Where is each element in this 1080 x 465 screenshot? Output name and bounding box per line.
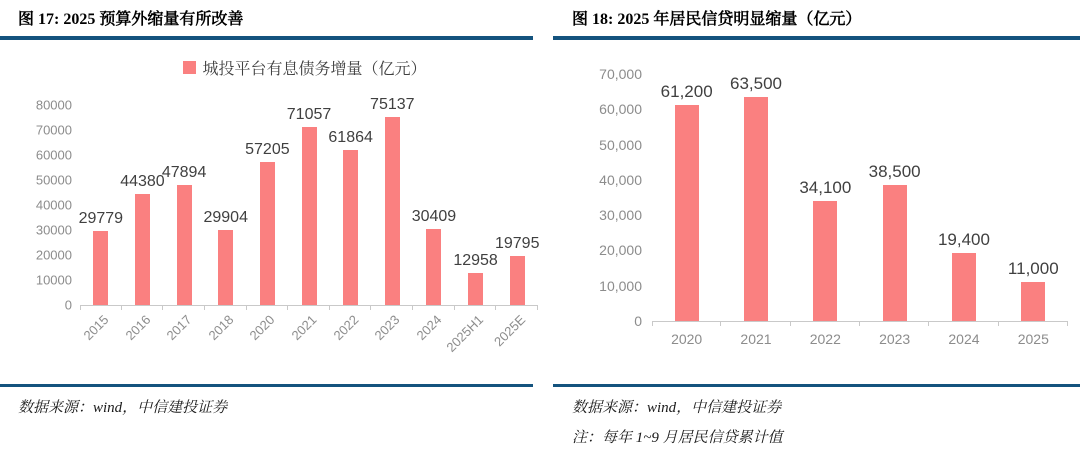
- x-axis-category-label: 2023: [371, 312, 403, 344]
- bar-slot-2024: [411, 105, 457, 344]
- bar-2024: [952, 253, 976, 321]
- y-axis-tick-label: 70000: [35, 122, 72, 138]
- x-axis-category-label: 2025: [1017, 331, 1049, 347]
- bar-value-label: 47894: [161, 164, 207, 182]
- y-axis-tick-label: 70,000: [599, 66, 642, 82]
- legend-label: 城投平台有息债务增量（亿元）: [202, 61, 427, 78]
- y-axis: [540, 66, 652, 329]
- y-axis-tick-label: 20,000: [599, 242, 642, 259]
- bar-slot-2021: [286, 105, 332, 344]
- bar-2016: [135, 194, 150, 305]
- bar-value-label: 75137: [370, 96, 415, 114]
- x-axis-category-label: 2021: [288, 312, 320, 344]
- figure-18-title-divider: [553, 36, 1080, 40]
- figure-18-panel: [540, 0, 1080, 465]
- bar-2018: [218, 230, 233, 305]
- x-axis-category-label: 2018: [205, 312, 237, 344]
- figure-18-footer-divider: [553, 384, 1080, 387]
- bar-2022: [813, 201, 837, 321]
- x-axis-category-label: 2025H1: [443, 312, 487, 355]
- bar-slot-2023: [860, 74, 929, 347]
- bar-value-label: 44380: [120, 173, 165, 191]
- bar-value-label: 61864: [328, 129, 373, 147]
- bar-2021: [302, 127, 317, 305]
- legend-swatch-icon: [183, 61, 196, 74]
- bar-value-label: 57205: [245, 141, 290, 158]
- y-axis-tick-label: 20000: [35, 247, 72, 263]
- x-axis-category-label: 2020: [671, 331, 703, 347]
- bar-slot-2025: [999, 74, 1068, 347]
- y-axis-tick-label: 50,000: [599, 136, 642, 153]
- bar-value-label: 19,400: [937, 229, 990, 249]
- y-axis-tick-label: 50000: [35, 172, 72, 188]
- bar-value-label: 71057: [286, 106, 332, 124]
- bar-2025H1: [468, 273, 483, 305]
- bar-2017: [177, 185, 192, 305]
- x-axis-category-label: 2016: [122, 312, 154, 344]
- bar-2022: [343, 150, 358, 305]
- bar-value-label: 12958: [453, 251, 498, 269]
- bar-slot-2022: [791, 74, 860, 347]
- bar-value-label: 61,200: [660, 82, 713, 102]
- figure-17-footer-divider: [0, 384, 533, 387]
- bar-slot-2017: [161, 105, 207, 344]
- y-axis-tick-label: 30000: [35, 222, 72, 238]
- plot-area: [652, 73, 1068, 347]
- y-axis-tick-label: 60000: [35, 147, 72, 163]
- x-axis-category-label: 2022: [330, 312, 362, 344]
- bar-value-label: 29779: [78, 209, 124, 227]
- x-axis-category-label: 2024: [948, 331, 980, 347]
- bar-2021: [744, 97, 768, 321]
- figure-18-note: 注：每年 1~9 月居民信贷累计值: [572, 430, 783, 446]
- x-axis-category-label: 2020: [246, 312, 278, 344]
- x-axis-category-label: 2023: [879, 331, 911, 347]
- bar-2020: [260, 162, 275, 305]
- bar-value-label: 11,000: [1007, 259, 1059, 279]
- bar-slot-2016: [120, 105, 165, 344]
- x-axis-category-label: 2021: [740, 331, 772, 347]
- bar-value-label: 19795: [494, 234, 540, 252]
- bar-2015: [93, 231, 108, 305]
- y-axis: [0, 97, 80, 313]
- bar-slot-2022: [328, 105, 373, 344]
- y-axis-tick-label: 60,000: [599, 101, 642, 118]
- bar-value-label: 38,500: [868, 162, 921, 182]
- bar-2025: [1021, 282, 1045, 321]
- plot-area: [78, 96, 540, 355]
- bar-slot-2025E: [490, 105, 540, 350]
- y-axis-tick-label: 10000: [35, 272, 72, 288]
- bar-value-label: 63,500: [729, 73, 782, 93]
- bar-slot-2024: [929, 74, 998, 347]
- bar-2020: [675, 105, 699, 321]
- figure-17-title: 图 17: 2025 预算外缩量有所改善: [18, 11, 244, 28]
- bar-slot-2018: [203, 105, 248, 344]
- bar-2024: [426, 229, 441, 305]
- y-axis-tick-label: 30,000: [599, 207, 642, 224]
- bar-slot-2021: [721, 73, 790, 347]
- y-axis-tick-label: 0: [64, 297, 72, 313]
- y-axis-tick-label: 80000: [35, 97, 72, 113]
- bar-value-label: 34,100: [799, 177, 852, 197]
- bar-slot-2015: [78, 105, 124, 344]
- bar-slot-2020: [245, 105, 290, 344]
- bar-slot-2025H1: [443, 105, 498, 355]
- x-axis-category-label: 2025E: [490, 312, 528, 350]
- bar-slot-2023: [370, 96, 415, 344]
- x-axis-category-label: 2015: [80, 312, 112, 344]
- x-axis-category-label: 2022: [809, 331, 841, 347]
- figure-17-legend: [70, 56, 540, 79]
- y-axis-tick-label: 40000: [35, 197, 72, 213]
- bar-2023: [385, 117, 400, 305]
- figure-18-title: 图 18: 2025 年居民信贷明显缩量（亿元）: [572, 11, 862, 28]
- y-axis-tick-label: 0: [634, 313, 642, 329]
- figure-17-title-divider: [0, 36, 533, 40]
- x-axis-category-label: 2024: [413, 312, 445, 344]
- y-axis-tick-label: 40,000: [599, 171, 642, 188]
- figure-18-data-source: 数据来源：wind，中信建投证券: [572, 400, 782, 416]
- figure-17-data-source: 数据来源：wind，中信建投证券: [18, 400, 228, 416]
- bar-value-label: 30409: [411, 207, 457, 225]
- y-axis-tick-label: 10,000: [599, 277, 642, 294]
- figure-18-bar-chart: [540, 66, 1068, 347]
- bar-slot-2020: [652, 74, 721, 347]
- figure-17-bar-chart: [0, 96, 540, 355]
- bar-2025E: [510, 256, 525, 305]
- bar-2023: [883, 185, 907, 321]
- bar-value-label: 29904: [203, 209, 248, 227]
- x-axis-category-label: 2017: [163, 312, 195, 344]
